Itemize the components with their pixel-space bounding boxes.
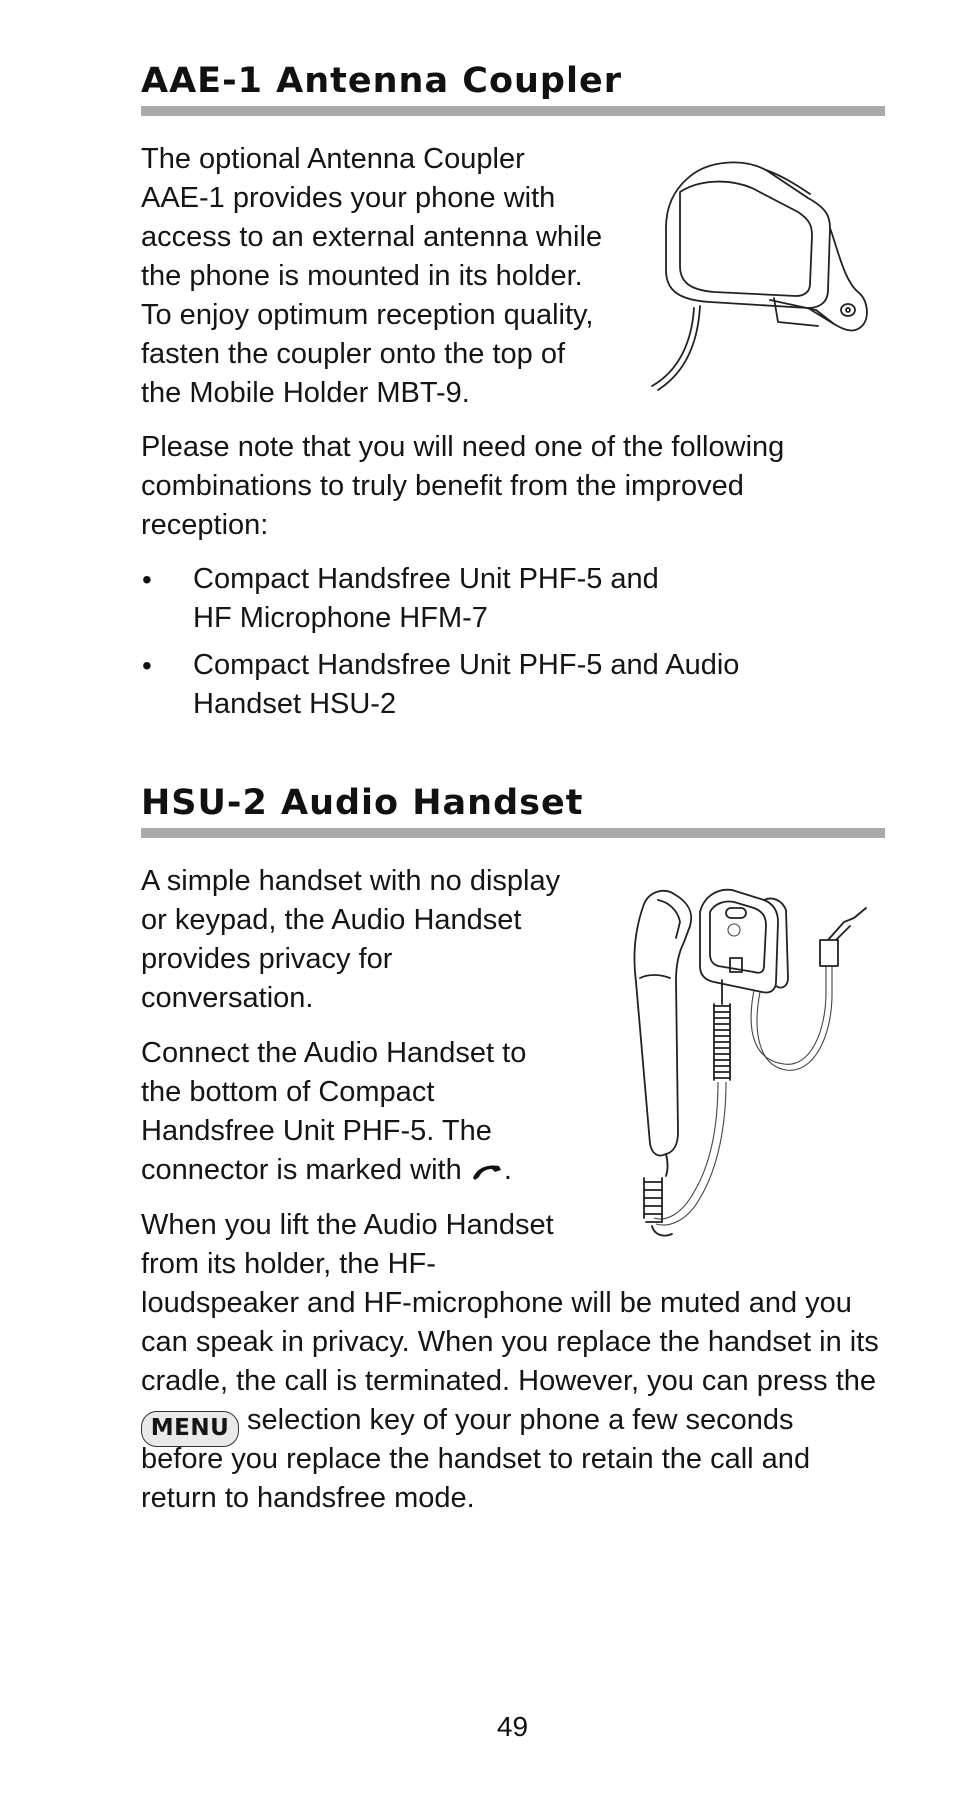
paragraph-line: the bottom of Compact [141,1076,435,1108]
paragraph-line: can speak in privacy. When you replace the handset in its [141,1326,879,1358]
intro-line: fasten the coupler onto the top of [141,338,566,370]
connector-period: . [503,1154,512,1186]
menu-key-text: selection key of your phone a few seconds [247,1404,794,1436]
note-line: combinations to truly benefit from the improved [141,470,744,502]
paragraph-line: A simple handset with no display [141,865,561,897]
paragraph-line: conversation. [141,982,314,1014]
paragraph-line: loudspeaker and HF-microphone will be muted and you [141,1287,852,1319]
paragraph-line: provides privacy for [141,943,393,975]
bullet-item-line: Compact Handsfree Unit PHF-5 and Audio [193,649,740,681]
menu-key-icon: MENU [141,1411,239,1447]
intro-line: the Mobile Holder MBT-9. [141,377,470,409]
page-number: 49 [496,1711,529,1742]
note-line: Please note that you will need one of the following [141,431,785,463]
intro-line: The optional Antenna Coupler [141,143,525,175]
intro-line: To enjoy optimum reception quality, [141,299,594,331]
bullet-item-line: HF Microphone HFM-7 [193,602,488,634]
section-title-audio-handset: HSU-2 Audio Handset [141,783,584,823]
intro-line: access to an external antenna while [141,221,603,253]
paragraph-line: Handsfree Unit PHF-5. The [141,1115,492,1147]
bullet-marker: • [142,650,152,681]
note-line: reception: [141,509,269,541]
paragraph-line: or keypad, the Audio Handset [141,904,522,936]
paragraph-line: cradle, the call is terminated. However, you can press the [141,1365,877,1397]
audio-handset-illustration [614,882,879,1260]
paragraph-line: When you lift the Audio Handset [141,1209,554,1241]
handset-icon [470,1160,504,1182]
intro-line: AAE-1 provides your phone with [141,182,556,214]
paragraph-line: from its holder, the HF- [141,1248,436,1280]
paragraph-line: before you replace the handset to retain the call and [141,1443,811,1475]
section-divider [141,106,885,116]
paragraph-line [141,1151,512,1190]
paragraph-line: return to handsfree mode. [141,1482,475,1514]
connector-text: connector is marked with [141,1154,462,1186]
paragraph-line: Connect the Audio Handset to [141,1037,527,1069]
intro-line: the phone is mounted in its holder. [141,260,583,292]
bullet-item-line: Handset HSU-2 [193,688,397,720]
bullet-marker: • [142,564,152,595]
section-title-antenna-coupler: AAE-1 Antenna Coupler [141,61,622,101]
section-divider [141,828,885,838]
bullet-item-line: Compact Handsfree Unit PHF-5 and [193,563,659,595]
antenna-coupler-illustration [648,150,873,400]
